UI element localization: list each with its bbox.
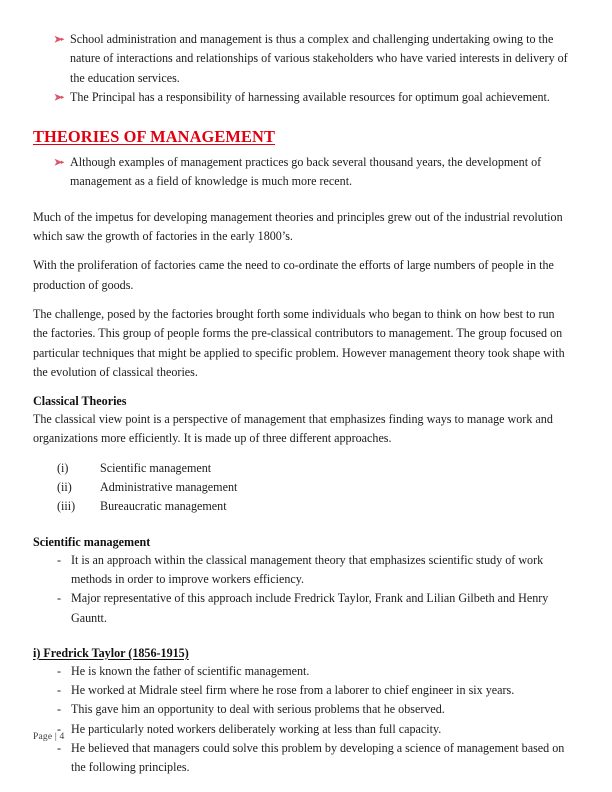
- section-classical-theories: [33, 392, 570, 449]
- section-heading-fredrick-taylor: i) Fredrick Taylor (1856-1915): [33, 645, 189, 660]
- list-item: [33, 551, 570, 590]
- section-scientific-management: [33, 533, 570, 628]
- list-item: [33, 739, 570, 778]
- section-heading-classical-theories: Classical Theories: [33, 394, 127, 409]
- arrow-bullet-icon: [54, 88, 66, 107]
- spacer: [33, 295, 570, 305]
- list-item-text: He particularly noted workers deliberately working at less than full capacity.: [71, 721, 442, 736]
- list-item-text: It is an approach within the classical management theory that emphasizes scientific study of work methods in order to improve workers efficiency.: [71, 552, 544, 586]
- spacer: [33, 449, 570, 459]
- list-item-text: He is known the father of scientific management.: [71, 663, 310, 678]
- arrow-bullet-icon: [54, 30, 66, 49]
- spacer: [33, 192, 570, 208]
- list-item-text: Although examples of management practices go back several thousand years, the development of management as a field of knowledge is much more recent.: [70, 155, 542, 189]
- list-item: [33, 497, 570, 516]
- list-marker: (ii): [57, 480, 72, 495]
- list-item-text: Scientific management: [100, 460, 212, 475]
- list-item-text: School administration and management is thus a complex and challenging undertaking owing to the nature of interactions and relationships of various stakeholders who have varied interests in delivery of the education services.: [70, 32, 568, 85]
- dash-bullet-icon: -: [57, 741, 62, 756]
- list-marker: (iii): [57, 499, 76, 514]
- list-item-text: The Principal has a responsibility of harnessing available resources for optimum goal achievement.: [70, 89, 550, 104]
- list-item: [33, 88, 570, 107]
- intro-bullet-list: [33, 30, 570, 107]
- list-item-text: He believed that managers could solve this problem by developing a science of management based on the following principles.: [71, 741, 565, 775]
- scientific-management-list: [33, 551, 570, 628]
- dash-bullet-icon: -: [57, 591, 62, 606]
- dash-bullet-icon: -: [57, 552, 62, 567]
- document-body: [33, 30, 570, 778]
- spacer: [33, 246, 570, 256]
- section-fredrick-taylor: [33, 644, 570, 778]
- list-item: [33, 589, 570, 628]
- fredrick-taylor-list: [33, 662, 570, 778]
- list-item: [33, 30, 570, 88]
- page-title: THEORIES OF MANAGEMENT: [33, 127, 276, 147]
- section-heading-scientific-management: Scientific management: [33, 534, 151, 549]
- arrow-bullet-icon: [54, 153, 66, 172]
- page-footer: Page | 4: [33, 732, 65, 742]
- dash-bullet-icon: -: [57, 683, 62, 698]
- list-item-text: Bureaucratic management: [100, 499, 227, 514]
- spacer: [33, 517, 570, 533]
- list-item-text: Administrative management: [100, 480, 238, 495]
- list-item: [33, 700, 570, 719]
- dash-bullet-icon: -: [57, 702, 62, 717]
- list-marker: (i): [57, 460, 69, 475]
- list-item: [33, 662, 570, 681]
- list-item: [33, 153, 570, 192]
- list-item: [33, 459, 570, 478]
- paragraph-challenge: The challenge, posed by the factories brought forth some individuals who began to think on how best to run the factories. This group of people forms the pre-classical contributors to management. The group focused on particular techniques that might be applied to specific problem. However management theory took shape with the evolution of classical theories.: [33, 306, 565, 379]
- paragraph-impetus: Much of the impetus for developing management theories and principles grew out of the industrial revolution which saw the growth of factories in the early 1800’s.: [33, 209, 563, 244]
- theories-bullet-list: [33, 153, 570, 192]
- dash-bullet-icon: -: [57, 663, 62, 678]
- spacer: [33, 382, 570, 392]
- spacer: [33, 107, 570, 127]
- paragraph-proliferation: With the proliferation of factories came the need to co-ordinate the efforts of large numbers of people in the production of goods.: [33, 258, 554, 292]
- list-item-text: This gave him an opportunity to deal with serious problems that he observed.: [71, 702, 445, 717]
- list-item: [33, 478, 570, 497]
- list-item-text: He worked at Midrale steel firm where he rose from a laborer to chief engineer in six years.: [71, 683, 515, 698]
- dash-bullet-icon: -: [57, 721, 62, 736]
- spacer: [33, 628, 570, 644]
- section-heading-theories-of-management-wrap: [33, 127, 570, 147]
- paragraph-classical-theories-body: The classical view point is a perspective of management that emphasizes finding ways to manage work and organizations more efficiently. It is made up of three different approaches.: [33, 412, 553, 446]
- classical-approaches-list: [33, 459, 570, 517]
- list-item: [33, 681, 570, 700]
- list-item-text: Major representative of this approach include Fredrick Taylor, Frank and Lilian Gilbeth and Henry Gauntt.: [71, 591, 549, 625]
- list-item: [33, 720, 570, 739]
